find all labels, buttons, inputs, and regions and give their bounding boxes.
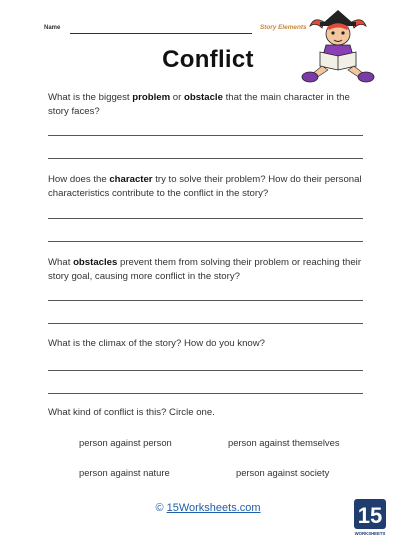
question-2: How does the character try to solve their problem? How do their personal characteristics contribute to the conflict in the story? [48, 174, 362, 199]
answer-line[interactable] [48, 241, 363, 242]
logo-graphic [352, 497, 388, 537]
name-line [70, 33, 252, 34]
option-person-against-person[interactable]: person against person [79, 437, 172, 448]
conflict-options [48, 437, 368, 487]
site-link[interactable]: 15Worksheets.com [166, 502, 261, 514]
answer-line[interactable] [48, 370, 363, 371]
site-logo [352, 497, 388, 537]
logo-text: WORKSHEETS [354, 531, 386, 536]
answer-line[interactable] [48, 135, 363, 136]
option-person-against-society[interactable]: person against society [236, 467, 330, 478]
answer-line[interactable] [48, 300, 363, 301]
copyright-symbol: © [155, 502, 164, 514]
answer-line[interactable] [48, 323, 363, 324]
answer-line[interactable] [48, 218, 363, 219]
question-5: What kind of conflict is this? Circle one. [48, 407, 215, 418]
option-person-against-themselves[interactable]: person against themselves [228, 437, 340, 448]
question-3: What obstacles prevent them from solving their problem or reaching their story goal, causing more conflict in the story? [48, 257, 362, 282]
question-4: What is the climax of the story? How do you know? [48, 338, 266, 349]
question-1: What is the biggest problem or obstacle that the main character in the story faces? [48, 92, 350, 117]
section-label: Story Elements [260, 24, 307, 31]
answer-line[interactable] [48, 158, 363, 159]
answer-line[interactable] [48, 393, 363, 394]
logo-number: 15 [357, 503, 383, 528]
name-label: Name [44, 25, 61, 31]
option-person-against-nature[interactable]: person against nature [79, 467, 170, 478]
page-title: Conflict [162, 46, 254, 73]
worksheet-header [44, 24, 324, 38]
